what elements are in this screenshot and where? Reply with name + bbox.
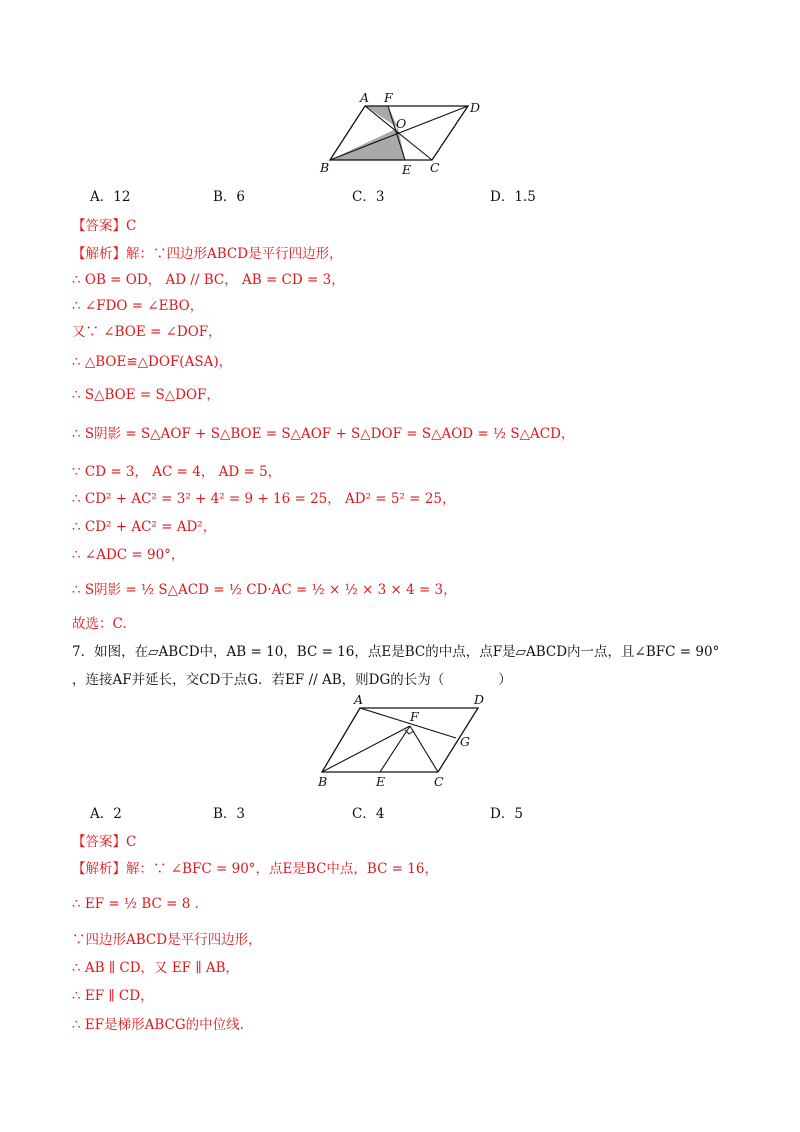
analysis-step: 解：∵四边形ABCD是平行四边形， bbox=[126, 246, 343, 262]
q6-step-11: ∴ ∠ADC = 90°， bbox=[72, 547, 185, 563]
q6-step-2: ∴ OB = OD， AD // BC， AB = CD = 3， bbox=[72, 272, 345, 288]
label-d2: D bbox=[474, 692, 485, 707]
q7-step-3: ∵四边形ABCD是平行四边形， bbox=[72, 932, 262, 948]
q7-stem-line-1: 7．如图，在▱ABCD中，AB = 10，BC = 16，点E是BC的中点，点F是▱ABCD内一点，且∠BFC = 90° bbox=[72, 644, 720, 660]
label-c: C bbox=[430, 160, 440, 175]
q6-step-7: ∴ S阴影 = S△AOF + S△BOE = S△AOF + S△DOF = S△AOD = ½ S△ACD， bbox=[72, 426, 575, 442]
q6-option-d[interactable]: D．1.5 bbox=[490, 189, 536, 205]
q6-option-a[interactable]: A．12 bbox=[90, 189, 131, 205]
label-c2: C bbox=[434, 774, 444, 789]
parallelogram-abcd-2 bbox=[322, 708, 478, 772]
label-a2: A bbox=[354, 692, 364, 707]
q7-step-6: ∴ EF是梯形ABCG的中位线. bbox=[72, 1017, 244, 1033]
label-a: A bbox=[360, 92, 370, 105]
q6-analysis-line-1 bbox=[72, 242, 343, 262]
q6-step-5: ∴ △BOE≌△DOF(ASA)， bbox=[72, 354, 233, 370]
q7-step-5: ∴ EF ∥ CD， bbox=[72, 988, 154, 1004]
answer-value: C bbox=[126, 834, 137, 850]
label-e2: E bbox=[376, 774, 386, 789]
q6-step-9: ∴ CD² + AC² = 3² + 4² = 9 + 16 = 25， AD² = 5² = 25， bbox=[72, 491, 456, 507]
q7-option-a[interactable]: A．2 bbox=[90, 806, 122, 822]
label-d: D bbox=[470, 100, 481, 115]
answer-tag: 【答案】 bbox=[72, 834, 126, 850]
q6-answer bbox=[72, 214, 136, 234]
analysis-tag: 【解析】 bbox=[72, 861, 126, 877]
label-g2: G bbox=[460, 734, 470, 749]
q7-option-d[interactable]: D．5 bbox=[490, 806, 523, 822]
q7-stem-line-2: ，连接AF并延长，交CD于点G．若EF // AB，则DG的长为（ ） bbox=[72, 672, 512, 688]
q7-option-c[interactable]: C．4 bbox=[352, 806, 385, 822]
label-b2: B bbox=[318, 774, 328, 789]
analysis-step: 解：∵ ∠BFC = 90°，点E是BC中点，BC = 16， bbox=[126, 861, 438, 877]
label-b: B bbox=[320, 160, 330, 175]
q7-step-2: ∴ EF = ½ BC = 8 ． bbox=[72, 896, 209, 912]
q6-step-3: ∴ ∠FDO = ∠EBO， bbox=[72, 298, 204, 314]
q6-option-c[interactable]: C．3 bbox=[352, 189, 385, 205]
label-e: E bbox=[402, 162, 412, 177]
label-o: O bbox=[396, 116, 407, 131]
q6-step-8: ∵ CD = 3， AC = 4， AD = 5， bbox=[72, 464, 282, 480]
q7-step-4: ∴ AB ∥ CD，又 EF ∥ AB， bbox=[72, 960, 240, 976]
q6-step-10: ∴ CD² + AC² = AD²， bbox=[72, 519, 217, 535]
q7-option-b[interactable]: B．3 bbox=[213, 806, 246, 822]
q6-option-b[interactable]: B．6 bbox=[213, 189, 246, 205]
q6-step-6: ∴ S△BOE = S△DOF， bbox=[72, 387, 220, 403]
answer-value: C bbox=[126, 218, 137, 234]
q7-analysis-line-1 bbox=[72, 857, 438, 877]
q6-step-4: 又∵ ∠BOE = ∠DOF， bbox=[72, 324, 222, 340]
answer-tag: 【答案】 bbox=[72, 218, 126, 234]
label-f2: F bbox=[410, 709, 419, 724]
analysis-tag: 【解析】 bbox=[72, 246, 126, 262]
q6-step-13: 故选：C. bbox=[72, 616, 127, 632]
figure-parallelogram-1 bbox=[310, 92, 510, 182]
q7-answer bbox=[72, 830, 136, 850]
q6-step-12: ∴ S阴影 = ½ S△ACD = ½ CD·AC = ½ × ½ × 3 × 4 = 3， bbox=[72, 582, 457, 598]
label-f: F bbox=[384, 92, 393, 105]
figure-parallelogram-2 bbox=[310, 690, 510, 790]
